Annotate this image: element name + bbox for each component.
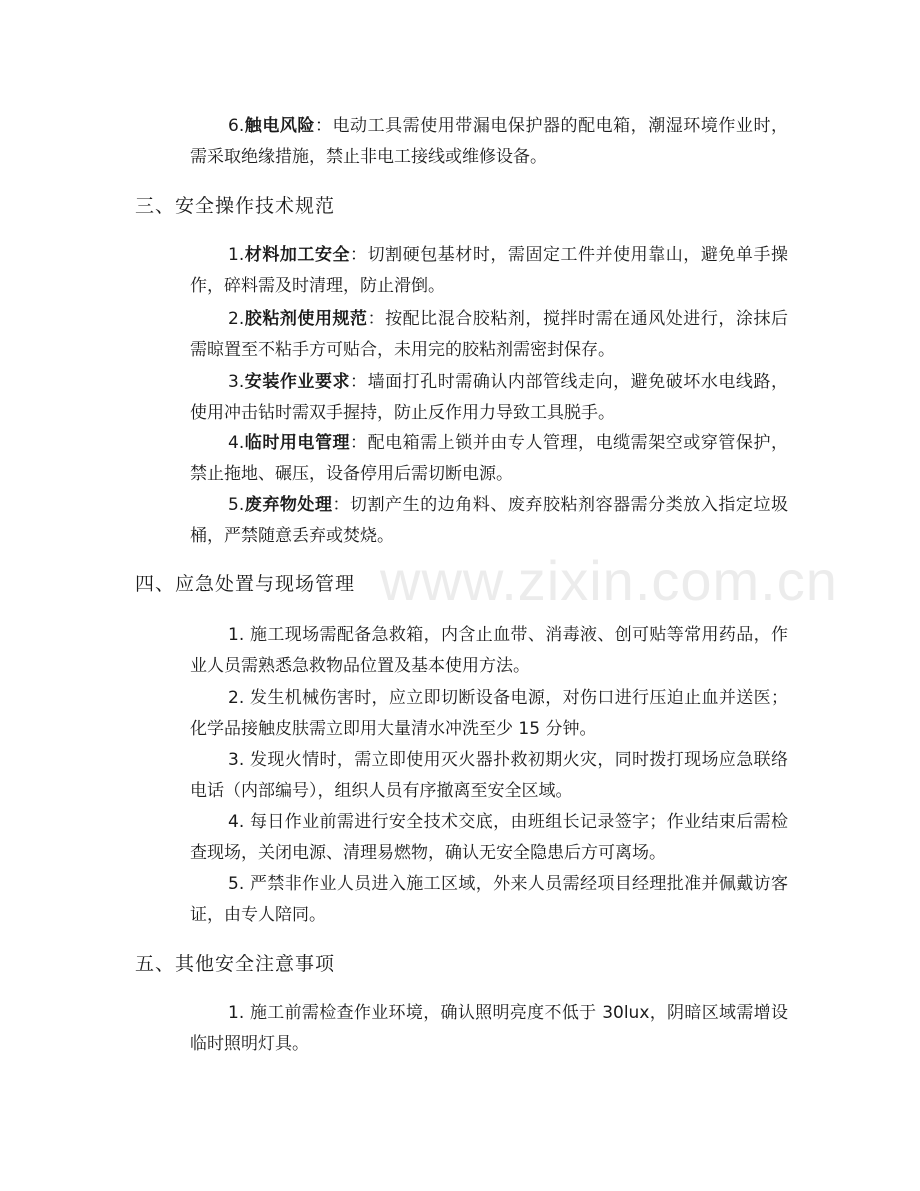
item-text: ：电动工具需使用带漏电保护器的配电箱，潮湿环境作业时，需采取绝缘措施，禁止非电工接线或维修设备。 bbox=[190, 116, 789, 167]
item-title: 临时用电管理 bbox=[244, 433, 351, 453]
item-text: ：切割产生的边角料、废弃胶粘剂容器需分类放入指定垃圾桶，严禁随意丢弃或焚烧。 bbox=[190, 495, 789, 546]
item-text: ：配电箱需上锁并由专人管理，电缆需架空或穿管保护，禁止拖地、碾压，设备停用后需切断电源。 bbox=[190, 433, 789, 484]
item-number: 2. bbox=[228, 309, 245, 329]
item-number: 1. bbox=[228, 245, 245, 265]
item-number: 3. bbox=[228, 372, 245, 392]
item-title: 废弃物处理 bbox=[244, 495, 333, 515]
list-item: 3. 发现火情时，需立即使用灭火器扑救初期火灾，同时拨打现场应急联络电话（内部编号），组织人员有序撤离至安全区域。 bbox=[190, 750, 788, 801]
watermark: www.zixin.com.cn bbox=[380, 549, 838, 612]
list-item bbox=[190, 490, 788, 552]
item-title: 材料加工安全 bbox=[244, 245, 351, 265]
list-item: 5. 严禁非作业人员进入施工区域，外来人员需经项目经理批准并佩戴访客证，由专人陪同。 bbox=[190, 874, 788, 925]
section-heading: 四、应急处置与现场管理 bbox=[135, 573, 356, 595]
item-number: 4. bbox=[228, 433, 245, 453]
item-text: ：墙面打孔时需确认内部管线走向，避免破坏水电线路，使用冲击钻时需双手握持，防止反作用力导致工具脱手。 bbox=[190, 372, 789, 423]
list-item: 1. 施工现场需配备急救箱，内含止血带、消毒液、创可贴等常用药品，作业人员需熟悉急救物品位置及基本使用方法。 bbox=[190, 625, 788, 676]
item-text: ：切割硬包基材时，需固定工件并使用靠山，避免单手操作，碎料需及时清理，防止滑倒。 bbox=[190, 245, 789, 296]
list-item: 1. 施工前需检查作业环境，确认照明亮度不低于 30lux，阴暗区域需增设临时照明灯具。 bbox=[190, 1003, 788, 1054]
list-item bbox=[190, 367, 788, 429]
item-number: 5. bbox=[228, 495, 245, 515]
list-item bbox=[190, 111, 788, 173]
list-item: 2. 发生机械伤害时，应立即切断设备电源，对伤口进行压迫止血并送医；化学品接触皮肤需立即用大量清水冲洗至少 15 分钟。 bbox=[190, 688, 788, 739]
list-item: 4. 每日作业前需进行安全技术交底，由班组长记录签字；作业结束后需检查现场，关闭电源、清理易燃物，确认无安全隐患后方可离场。 bbox=[190, 812, 788, 863]
list-item bbox=[190, 304, 788, 366]
item-number: 6. bbox=[228, 116, 245, 136]
item-title: 胶粘剂使用规范 bbox=[244, 309, 368, 329]
section-heading: 三、安全操作技术规范 bbox=[135, 195, 336, 217]
list-item bbox=[190, 428, 788, 490]
item-title: 触电风险 bbox=[244, 116, 315, 136]
item-title: 安装作业要求 bbox=[244, 372, 351, 392]
list-item bbox=[190, 240, 788, 302]
item-text: ：按配比混合胶粘剂，搅拌时需在通风处进行，涂抹后需晾置至不粘手方可贴合，未用完的胶粘剂需密封保存。 bbox=[190, 309, 789, 360]
section-heading: 五、其他安全注意事项 bbox=[135, 953, 336, 975]
